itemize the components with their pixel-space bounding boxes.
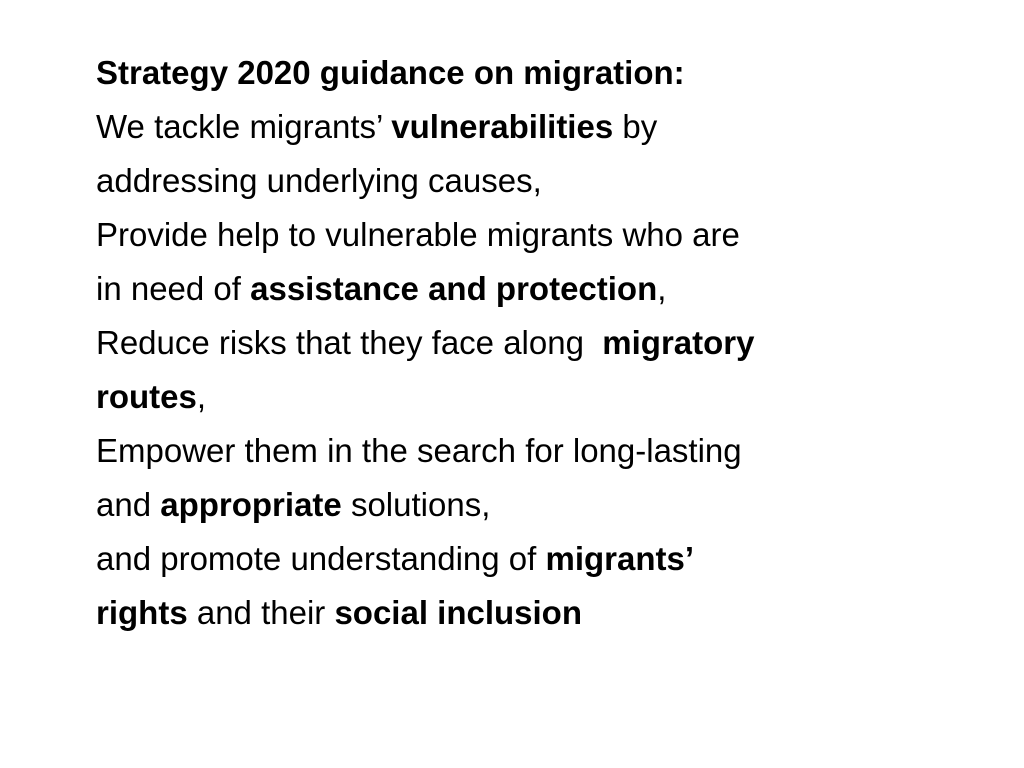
bold-run: migratory [602, 324, 755, 361]
text-run: and their [187, 594, 335, 631]
text-line-5 [96, 316, 936, 370]
text-run: and [96, 486, 161, 523]
text-line-9 [96, 532, 936, 586]
text-run: in need of [96, 270, 251, 307]
bold-run: routes [96, 378, 197, 415]
text-run: Empower them in the search for long-lasting [96, 432, 742, 469]
text-run: and promote understanding of [96, 540, 546, 577]
slide-heading [96, 46, 936, 100]
text-run: addressing underlying causes, [96, 162, 542, 199]
text-line-4 [96, 262, 936, 316]
text-line-1 [96, 100, 936, 154]
text-line-3 [96, 208, 936, 262]
text-line-10 [96, 586, 936, 640]
text-run: , [657, 270, 667, 307]
bold-run: social inclusion [334, 594, 583, 631]
bold-run: rights [96, 594, 188, 631]
bold-run: assistance and protection [250, 270, 658, 307]
text-line-8 [96, 478, 936, 532]
bold-run: appropriate [160, 486, 342, 523]
text-line-2 [96, 154, 936, 208]
text-line-7 [96, 424, 936, 478]
text-run: Provide help to vulnerable migrants who are [96, 216, 740, 253]
heading-text: Strategy 2020 guidance on migration: [96, 54, 685, 91]
bold-run: migrants’ [545, 540, 695, 577]
text-run: by [613, 108, 658, 145]
slide-text-body [96, 46, 936, 640]
text-line-6 [96, 370, 936, 424]
text-run: We tackle migrants’ [96, 108, 392, 145]
text-run: solutions, [341, 486, 491, 523]
text-run: Reduce risks that they face along [96, 324, 603, 361]
bold-run: vulnerabilities [391, 108, 614, 145]
text-run: , [196, 378, 207, 415]
